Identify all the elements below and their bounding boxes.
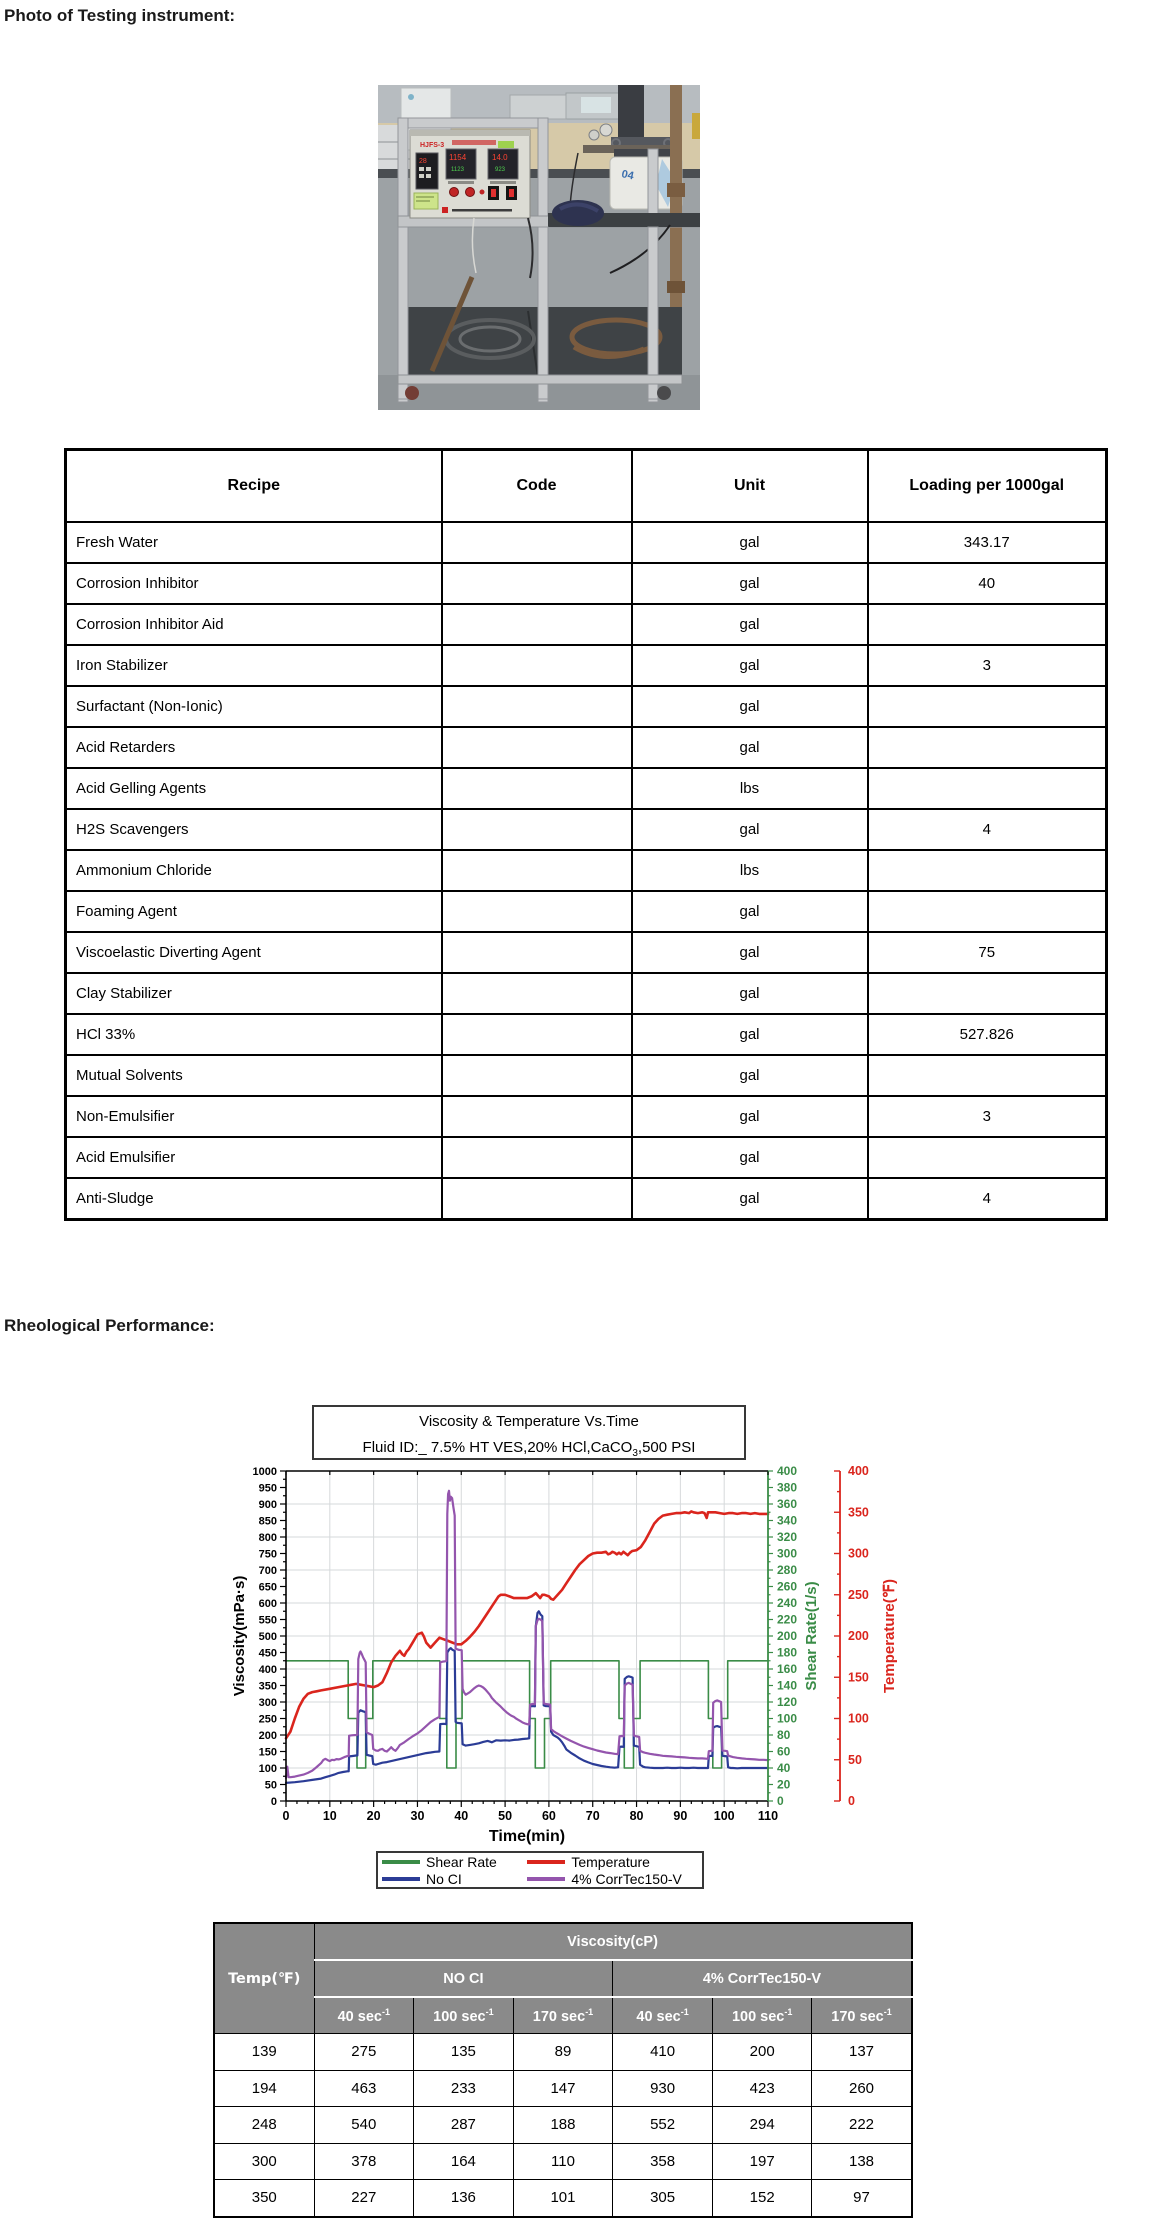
chart-title-box xyxy=(312,1405,746,1460)
recipe-table-row xyxy=(66,768,1107,809)
recipe-table-row xyxy=(66,932,1107,973)
section-title-rheology: Rheological Performance: xyxy=(4,1316,215,1335)
recipe-cell xyxy=(442,727,632,768)
recipe-cell xyxy=(442,1178,632,1220)
tick-label-left: 1000 xyxy=(252,1466,277,1478)
viscosity-table-row xyxy=(214,2143,912,2180)
tick-label-left: 0 xyxy=(270,1796,277,1808)
display-main-sub: 1123 xyxy=(451,167,464,173)
display-left: 28 xyxy=(419,158,427,165)
viscosity-group-header: Viscosity(cP) xyxy=(314,1923,912,1960)
viscosity-table-row xyxy=(214,2034,912,2071)
tick-label-left: 600 xyxy=(258,1598,277,1610)
viscosity-cell: 152 xyxy=(712,2180,812,2217)
visc-header-row3 xyxy=(214,1997,912,2034)
recipe-cell: 3 xyxy=(868,1096,1107,1137)
viscosity-cell: 147 xyxy=(513,2070,613,2107)
instrument-photo-art xyxy=(378,85,700,410)
recipe-cell: Anti-Sludge xyxy=(66,1178,442,1220)
shear-header: 40 $\sec^{-1}$ xyxy=(314,1997,414,2034)
tick-label-x: 50 xyxy=(498,1809,513,1823)
tick-label-x: 60 xyxy=(541,1809,556,1823)
tick-label-temp: 150 xyxy=(848,1670,869,1685)
viscosity-cell: 138 xyxy=(812,2143,912,2180)
tick-label-shear: 60 xyxy=(777,1744,791,1759)
recipe-cell: gal xyxy=(632,645,868,686)
shear-header: 100 $\sec^{-1}$ xyxy=(712,1997,812,2034)
viscosity-cell: 552 xyxy=(613,2107,713,2144)
tick-label-shear: 0 xyxy=(777,1794,784,1808)
tick-label-left: 750 xyxy=(258,1548,277,1561)
tick-label-x: 100 xyxy=(713,1809,735,1823)
recipe-cell: gal xyxy=(632,1137,868,1178)
recipe-cell: 75 xyxy=(868,932,1107,973)
tick-label-temp: 250 xyxy=(848,1587,869,1602)
viscosity-cell: 248 xyxy=(214,2107,314,2144)
viscosity-cell: 275 xyxy=(314,2034,414,2071)
viscosity-cell: 294 xyxy=(712,2107,812,2144)
tick-label-shear: 140 xyxy=(777,1678,798,1693)
recipe-cell xyxy=(868,1137,1107,1178)
viscosity-cell: 410 xyxy=(613,2034,713,2071)
recipe-table-row xyxy=(66,1178,1107,1220)
tick-label-temp: 100 xyxy=(848,1711,869,1726)
tick-label-shear: 100 xyxy=(777,1711,798,1726)
recipe-cell xyxy=(442,932,632,973)
viscosity-cell: 110 xyxy=(513,2143,613,2180)
recipe-cell xyxy=(442,645,632,686)
tick-label-shear: 180 xyxy=(777,1645,798,1660)
viscosity-cell: 227 xyxy=(314,2180,414,2217)
recipe-table-row xyxy=(66,1096,1107,1137)
recipe-cell xyxy=(442,891,632,932)
legend-item-no-ci xyxy=(382,1871,527,1887)
recipe-table-header-row xyxy=(66,450,1107,523)
viscosity-cell: 164 xyxy=(414,2143,514,2180)
shear-header: 170 $\sec^{-1}$ xyxy=(513,1997,613,2034)
recipe-cell: Ammonium Chloride xyxy=(66,850,442,891)
visc-header-row2 xyxy=(214,1960,912,1997)
recipe-cell: Surfactant (Non-Ionic) xyxy=(66,686,442,727)
shear-header: 40 $\sec^{-1}$ xyxy=(613,1997,713,2034)
viscosity-cell: 930 xyxy=(613,2070,713,2107)
viscosity-cell: 378 xyxy=(314,2143,414,2180)
tick-label-left: 950 xyxy=(258,1482,277,1495)
viscosity-cell: 101 xyxy=(513,2180,613,2217)
viscosity-cell: 136 xyxy=(414,2180,514,2217)
tick-label-shear: 20 xyxy=(777,1777,791,1792)
tick-label-x: 70 xyxy=(585,1809,600,1823)
recipe-cell xyxy=(442,1137,632,1178)
legend-line-icon xyxy=(382,1877,420,1881)
recipe-cell xyxy=(868,1055,1107,1096)
axis-title-shear: Shear Rate(1/s) xyxy=(803,1581,820,1691)
recipe-cell: Acid Gelling Agents xyxy=(66,768,442,809)
viscosity-cell: 194 xyxy=(214,2070,314,2107)
recipe-table-row xyxy=(66,727,1107,768)
legend-item-corrtec xyxy=(527,1871,698,1887)
recipe-cell: gal xyxy=(632,522,868,563)
tick-label-left: 650 xyxy=(258,1581,277,1594)
recipe-table-row xyxy=(66,686,1107,727)
tick-label-temp: 350 xyxy=(848,1505,869,1520)
recipe-cell: 4 xyxy=(868,1178,1107,1220)
tick-label-x: 90 xyxy=(673,1809,688,1823)
legend-line-icon xyxy=(527,1877,565,1881)
viscosity-cell: 139 xyxy=(214,2034,314,2071)
recipe-col-header: Recipe xyxy=(66,450,442,523)
display-main: 1154 xyxy=(449,153,467,162)
corrtec-group-header: 4% CorrTec150-V xyxy=(613,1960,912,1997)
recipe-cell: gal xyxy=(632,1178,868,1220)
tick-label-shear: 320 xyxy=(777,1530,798,1544)
tick-label-x: 10 xyxy=(322,1809,337,1823)
recipe-cell: lbs xyxy=(632,850,868,891)
axis-title-temperature: Temperature(℉) xyxy=(881,1578,898,1694)
tick-label-shear: 280 xyxy=(777,1563,798,1577)
tick-label-left: 700 xyxy=(258,1565,277,1577)
recipe-cell xyxy=(868,973,1107,1014)
visc-header-row1 xyxy=(214,1923,912,1960)
viscosity-cell: 233 xyxy=(414,2070,514,2107)
recipe-cell: Corrosion Inhibitor xyxy=(66,563,442,604)
recipe-table-row xyxy=(66,645,1107,686)
recipe-cell: Acid Retarders xyxy=(66,727,442,768)
tick-label-left: 300 xyxy=(258,1697,277,1709)
tick-label-left: 450 xyxy=(258,1647,277,1660)
rheology-chart-plot xyxy=(230,1395,950,1900)
recipe-cell xyxy=(442,768,632,809)
tick-label-left: 200 xyxy=(258,1730,277,1742)
recipe-cell: gal xyxy=(632,809,868,850)
recipe-table-row xyxy=(66,809,1107,850)
viscosity-results-table xyxy=(213,1922,913,2218)
tick-label-left: 50 xyxy=(264,1779,277,1792)
tick-label-x: 0 xyxy=(282,1809,290,1823)
rheology-chart xyxy=(230,1395,950,1900)
recipe-table-row xyxy=(66,973,1107,1014)
svg-text:04: 04 xyxy=(620,168,635,183)
tick-label-left: 550 xyxy=(258,1614,277,1627)
recipe-cell: gal xyxy=(632,604,868,645)
viscosity-cell: 197 xyxy=(712,2143,812,2180)
recipe-cell: gal xyxy=(632,1055,868,1096)
recipe-cell: gal xyxy=(632,1096,868,1137)
recipe-cell xyxy=(442,1055,632,1096)
instrument-photo xyxy=(378,85,700,410)
recipe-cell: Mutual Solvents xyxy=(66,1055,442,1096)
tick-label-left: 850 xyxy=(258,1515,277,1528)
shear-header: 100 $\sec^{-1}$ xyxy=(414,1997,514,2034)
legend-line-icon xyxy=(382,1860,420,1864)
viscosity-cell: 287 xyxy=(414,2107,514,2144)
axis-title-viscosity: Viscosity(mPa·s) xyxy=(231,1575,248,1697)
tick-label-temp: 300 xyxy=(848,1546,869,1561)
legend-label: No CI xyxy=(426,1870,462,1887)
viscosity-cell: 137 xyxy=(812,2034,912,2071)
recipe-cell: gal xyxy=(632,973,868,1014)
recipe-cell: gal xyxy=(632,1014,868,1055)
recipe-table-row xyxy=(66,891,1107,932)
recipe-cell: 343.17 xyxy=(868,522,1107,563)
tick-label-shear: 340 xyxy=(777,1513,798,1528)
recipe-table-row xyxy=(66,850,1107,891)
tick-label-shear: 40 xyxy=(777,1761,791,1775)
tick-label-shear: 80 xyxy=(777,1728,791,1742)
viscosity-cell: 540 xyxy=(314,2107,414,2144)
tick-label-shear: 300 xyxy=(777,1546,798,1561)
tick-label-x: 20 xyxy=(366,1809,381,1823)
tick-label-shear: 220 xyxy=(777,1612,798,1627)
tick-label-left: 900 xyxy=(258,1499,277,1511)
recipe-cell: 4 xyxy=(868,809,1107,850)
recipe-cell xyxy=(868,768,1107,809)
chart-title-line1: Viscosity & Temperature Vs.Time xyxy=(419,1413,639,1430)
recipe-cell: 527.826 xyxy=(868,1014,1107,1055)
tick-label-shear: 400 xyxy=(777,1464,798,1478)
viscosity-cell: 89 xyxy=(513,2034,613,2071)
recipe-cell: Non-Emulsifier xyxy=(66,1096,442,1137)
viscosity-cell: 305 xyxy=(613,2180,713,2217)
viscosity-cell: 358 xyxy=(613,2143,713,2180)
legend-item-shear-rate xyxy=(382,1854,527,1870)
tick-label-shear: 240 xyxy=(777,1596,798,1610)
viscosity-cell: 135 xyxy=(414,2034,514,2071)
recipe-cell xyxy=(442,850,632,891)
recipe-cell: Clay Stabilizer xyxy=(66,973,442,1014)
chart-legend xyxy=(376,1851,704,1889)
legend-label: Temperature xyxy=(571,1853,650,1870)
recipe-cell: Viscoelastic Diverting Agent xyxy=(66,932,442,973)
recipe-table-row xyxy=(66,1014,1107,1055)
viscosity-cell: 423 xyxy=(712,2070,812,2107)
viscosity-cell: 300 xyxy=(214,2143,314,2180)
recipe-cell: gal xyxy=(632,727,868,768)
recipe-cell xyxy=(442,522,632,563)
viscosity-cell: 97 xyxy=(812,2180,912,2217)
page-title: Photo of Testing instrument: xyxy=(4,6,236,25)
tick-label-shear: 160 xyxy=(777,1662,798,1676)
tick-label-left: 250 xyxy=(258,1713,277,1726)
tick-label-temp: 200 xyxy=(848,1629,869,1643)
recipe-cell: lbs xyxy=(632,768,868,809)
recipe-cell: H2S Scavengers xyxy=(66,809,442,850)
legend-line-icon xyxy=(527,1860,565,1864)
recipe-cell xyxy=(442,809,632,850)
recipe-cell xyxy=(442,1014,632,1055)
legend-label: Shear Rate xyxy=(426,1853,497,1870)
tick-label-x: 30 xyxy=(410,1809,425,1823)
recipe-cell xyxy=(442,686,632,727)
recipe-table-row xyxy=(66,1137,1107,1178)
tick-label-shear: 200 xyxy=(777,1629,798,1643)
recipe-cell xyxy=(442,604,632,645)
recipe-cell xyxy=(868,727,1107,768)
viscosity-cell: 200 xyxy=(712,2034,812,2071)
tick-label-left: 800 xyxy=(258,1532,277,1544)
axis-title-time: Time(min) xyxy=(488,1828,566,1845)
viscosity-table-row xyxy=(214,2180,912,2217)
tick-label-left: 350 xyxy=(258,1680,277,1693)
display-right: 14.0 xyxy=(492,153,508,162)
recipe-cell: 40 xyxy=(868,563,1107,604)
viscosity-cell: 222 xyxy=(812,2107,912,2144)
recipe-cell: 3 xyxy=(868,645,1107,686)
tick-label-x: 40 xyxy=(454,1809,469,1823)
recipe-cell xyxy=(442,973,632,1014)
recipe-table-row xyxy=(66,522,1107,563)
tick-label-x: 80 xyxy=(629,1809,644,1823)
tick-label-shear: 120 xyxy=(777,1695,798,1709)
viscosity-cell: 463 xyxy=(314,2070,414,2107)
recipe-cell: Foaming Agent xyxy=(66,891,442,932)
chart-title-line2: Fluid ID:_ 7.5% HT VES,20% HCl,CaCO$_3$,500 PSI xyxy=(362,1438,696,1459)
recipe-table-row xyxy=(66,563,1107,604)
tick-label-left: 400 xyxy=(258,1664,277,1676)
tick-label-temp: 400 xyxy=(848,1464,869,1478)
viscosity-cell: 260 xyxy=(812,2070,912,2107)
recipe-cell: Acid Emulsifier xyxy=(66,1137,442,1178)
recipe-cell: gal xyxy=(632,563,868,604)
recipe-cell: Iron Stabilizer xyxy=(66,645,442,686)
recipe-cell xyxy=(868,891,1107,932)
tick-label-shear: 380 xyxy=(777,1480,798,1495)
recipe-table-row xyxy=(66,604,1107,645)
loading-col-header: Loading per 1000gal xyxy=(868,450,1107,523)
code-col-header: Code xyxy=(442,450,632,523)
tick-label-x: 110 xyxy=(757,1809,779,1823)
tick-label-left: 150 xyxy=(258,1746,277,1759)
recipe-cell: gal xyxy=(632,891,868,932)
viscosity-table-row xyxy=(214,2070,912,2107)
recipe-cell: gal xyxy=(632,686,868,727)
unit-col-header: Unit xyxy=(632,450,868,523)
recipe-cell xyxy=(868,686,1107,727)
tick-label-temp: 50 xyxy=(848,1752,862,1767)
viscosity-cell: 350 xyxy=(214,2180,314,2217)
recipe-cell xyxy=(442,563,632,604)
tick-label-left: 100 xyxy=(258,1763,277,1775)
viscosity-table-row xyxy=(214,2107,912,2144)
tick-label-shear: 260 xyxy=(777,1579,798,1594)
recipe-cell xyxy=(868,850,1107,891)
recipe-cell xyxy=(868,604,1107,645)
tick-label-left: 500 xyxy=(258,1631,277,1643)
tick-label-temp: 0 xyxy=(848,1794,855,1808)
recipe-cell: Fresh Water xyxy=(66,522,442,563)
shear-header: 170 $\sec^{-1}$ xyxy=(812,1997,912,2034)
legend-item-temperature xyxy=(527,1854,698,1870)
tick-label-shear: 360 xyxy=(777,1497,798,1511)
legend-label: 4% CorrTec150-V xyxy=(571,1870,682,1887)
recipe-table-row xyxy=(66,1055,1107,1096)
display-right-sub: 923 xyxy=(495,167,506,173)
temp-col-header: Temp(℉) xyxy=(214,1923,314,2034)
no-ci-group-header: NO CI xyxy=(314,1960,613,1997)
recipe-cell: Corrosion Inhibitor Aid xyxy=(66,604,442,645)
viscosity-cell: 188 xyxy=(513,2107,613,2144)
panel-model-label: HJFS-3 xyxy=(420,142,445,149)
recipe-cell xyxy=(442,1096,632,1137)
recipe-cell: HCl 33% xyxy=(66,1014,442,1055)
recipe-table xyxy=(64,448,1108,1221)
recipe-cell: gal xyxy=(632,932,868,973)
